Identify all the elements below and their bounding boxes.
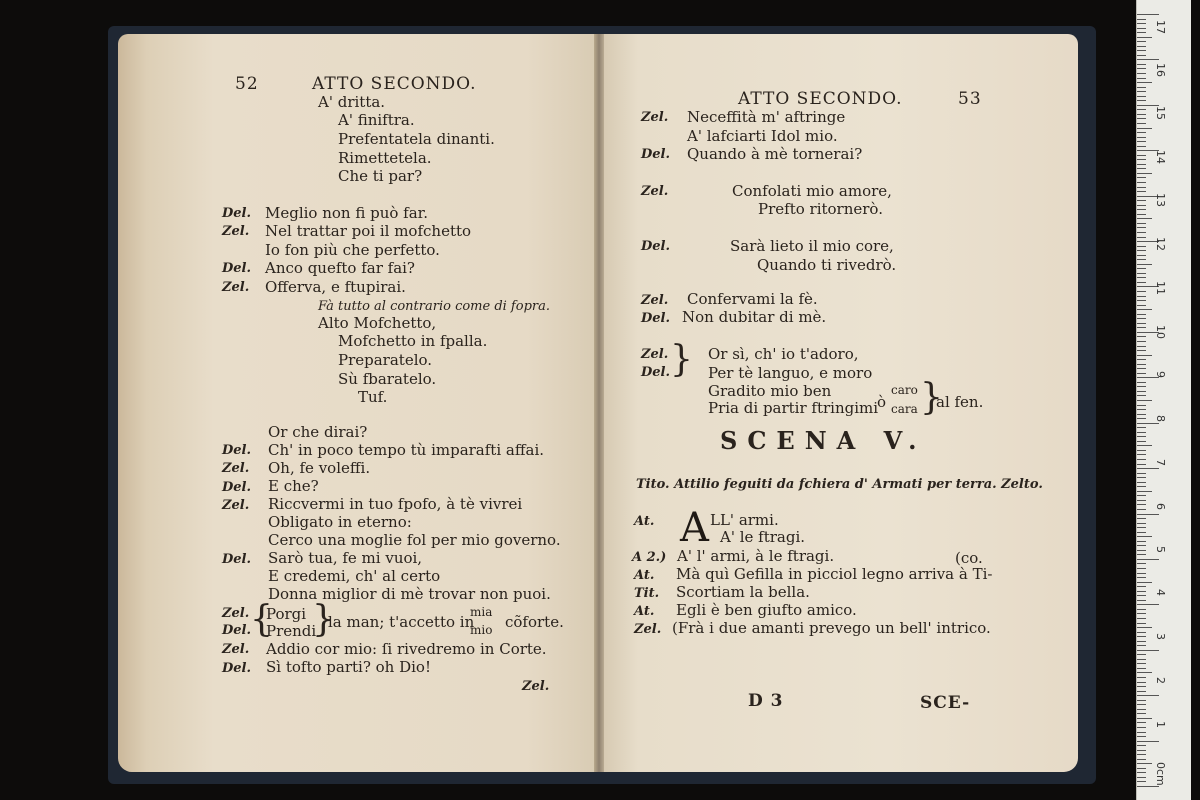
text-line: Prefto ritornerò. [758, 200, 883, 218]
speaker-label: Del. [641, 365, 671, 380]
text-line: Anco quefto far fai? [265, 259, 415, 277]
stage-direction: Tito. Attilio feguiti da fchiera d' Armati per terra. Zelto. [636, 477, 1043, 492]
text-line: cõforte. [505, 613, 564, 631]
ruler-tick [1137, 600, 1146, 601]
ruler-tick [1137, 477, 1146, 478]
brace-icon: } [312, 599, 335, 640]
ruler-tick [1137, 536, 1152, 537]
ruler-tick [1137, 100, 1146, 101]
ruler-tick [1137, 527, 1146, 528]
ruler-tick [1137, 577, 1146, 578]
ruler-tick [1137, 223, 1146, 224]
ruler-tick [1137, 159, 1146, 160]
ruler-tick [1137, 168, 1146, 169]
ruler-tick [1137, 432, 1146, 433]
text-line: Donna miglior di mè trovar non puoi. [268, 585, 551, 603]
ruler-tick [1137, 445, 1152, 446]
ruler-tick [1137, 409, 1146, 410]
signature-mark: D 3 [748, 691, 784, 711]
ruler-tick [1137, 504, 1146, 505]
ruler-tick [1137, 191, 1146, 192]
speaker-label: Zel. [222, 224, 250, 239]
speaker-label: Tit. [634, 586, 660, 601]
ruler-tick [1137, 336, 1146, 337]
ruler-tick [1137, 768, 1146, 769]
running-head-right: ATTO SECONDO. [738, 89, 903, 109]
ruler-tick [1137, 32, 1146, 33]
ruler-tick [1137, 586, 1146, 587]
ruler-tick [1137, 554, 1146, 555]
ruler-tick [1137, 772, 1146, 773]
ruler-tick [1137, 509, 1146, 510]
ruler-tick [1137, 482, 1146, 483]
ruler-tick [1137, 568, 1146, 569]
ruler-number: 17 [1154, 20, 1167, 34]
ruler-tick [1137, 296, 1146, 297]
ruler-tick [1137, 237, 1146, 238]
text-line: Gradito mio ben [708, 382, 832, 400]
text-line: Sarà lieto il mio core, [730, 237, 894, 255]
speaker-label: Zel. [641, 347, 669, 362]
ruler-tick [1137, 50, 1146, 51]
ruler-tick [1137, 682, 1146, 683]
ruler-tick [1137, 41, 1146, 42]
ruler-tick [1137, 64, 1146, 65]
ruler-tick [1137, 686, 1146, 687]
ruler-tick [1137, 246, 1146, 247]
ruler-tick [1137, 305, 1146, 306]
ruler-tick [1137, 323, 1146, 324]
ruler-tick [1137, 491, 1152, 492]
ruler-number: 8 [1154, 415, 1167, 422]
text-line: Quando ti rivedrò. [757, 256, 897, 274]
text-line: Mofchetto in fpalla. [338, 332, 488, 350]
text-line: Offerva, e ftupirai. [265, 278, 406, 296]
text-line: al fen. [936, 393, 984, 411]
text-line: Per tè languo, e moro [708, 364, 873, 382]
text-line: Nel trattar poi il mofchetto [265, 222, 472, 240]
text-line: mia [470, 605, 493, 619]
ruler-tick [1137, 541, 1146, 542]
ruler-number: 6 [1154, 503, 1167, 510]
ruler-tick [1137, 87, 1146, 88]
ruler-tick [1137, 618, 1146, 619]
speaker-label: Zel. [641, 110, 669, 125]
ruler-tick [1137, 654, 1146, 655]
text-line: A' finiftra. [338, 111, 415, 129]
ruler-number: 16 [1154, 63, 1167, 77]
ruler-tick [1137, 759, 1146, 760]
text-line: E credemi, ch' al certo [268, 567, 441, 585]
ruler-tick [1137, 668, 1146, 669]
catchword: SCE- [920, 693, 971, 713]
ruler-tick [1137, 459, 1146, 460]
ruler-tick [1137, 713, 1146, 714]
speaker-label: Del. [222, 443, 252, 458]
ruler-tick [1137, 691, 1146, 692]
ruler-tick [1137, 500, 1146, 501]
ruler-tick [1137, 364, 1146, 365]
speaker-label: Zel. [641, 184, 669, 199]
ruler-tick [1137, 78, 1146, 79]
text-line: Oh, fe voleffi. [268, 459, 371, 477]
ruler-tick [1137, 641, 1146, 642]
ruler-tick [1137, 382, 1146, 383]
text-line: A' l' armi, à le ftragi. [677, 547, 835, 565]
scene-title: SCENA V. [720, 426, 927, 455]
ruler-tick [1137, 250, 1146, 251]
ruler-tick [1137, 123, 1146, 124]
ruler-tick [1137, 391, 1146, 392]
ruler-tick [1137, 636, 1146, 637]
speaker-label: At. [634, 568, 655, 583]
ruler-tick [1137, 137, 1146, 138]
text-line: Tuf. [358, 388, 388, 406]
text-line: Io fon più che perfetto. [265, 241, 440, 259]
ruler-tick [1137, 227, 1146, 228]
text-line: Porgi [266, 605, 307, 623]
ruler-tick [1137, 386, 1146, 387]
text-line: LL' armi. [710, 511, 779, 529]
text-line: A' le ftragi. [720, 528, 806, 546]
text-line: A' dritta. [318, 93, 386, 111]
ruler-tick [1137, 259, 1146, 260]
ruler-tick [1137, 591, 1146, 592]
ruler-tick [1137, 486, 1146, 487]
speaker-label: Zel. [222, 642, 250, 657]
ruler-tick [1137, 173, 1152, 174]
ruler-tick [1137, 282, 1146, 283]
ruler-tick [1137, 318, 1146, 319]
ruler-tick [1137, 754, 1146, 755]
ruler-tick [1137, 741, 1159, 742]
text-line: Or sì, ch' io t'adoro, [708, 345, 859, 363]
ruler-tick [1137, 264, 1152, 265]
ruler-tick [1137, 82, 1152, 83]
ruler-tick [1137, 695, 1159, 696]
ruler-tick [1137, 277, 1146, 278]
text-line: Rimettetela. [338, 149, 432, 167]
text-line: Riccvermi in tuo fpofo, à tè vivrei [268, 495, 523, 513]
speaker-label: Zel. [222, 461, 250, 476]
text-line: Egli è ben giufto amico. [676, 601, 857, 619]
brace-icon: } [920, 377, 943, 418]
ruler-tick [1137, 609, 1146, 610]
ruler-tick [1137, 613, 1146, 614]
ruler-tick [1137, 650, 1159, 651]
running-head-left: ATTO SECONDO. [312, 74, 477, 94]
speaker-label: At. [634, 604, 655, 619]
text-line: Meglio non fi può far. [265, 204, 428, 222]
ruler-number: 11 [1154, 281, 1167, 295]
ruler-tick [1137, 300, 1146, 301]
ruler-tick [1137, 700, 1146, 701]
ruler-tick [1137, 559, 1159, 560]
ruler-tick [1137, 368, 1146, 369]
ruler-tick [1137, 273, 1146, 274]
text-line: Sì tofto parti? oh Dio! [266, 658, 431, 676]
ruler-tick [1137, 545, 1146, 546]
book-gutter [594, 34, 604, 772]
ruler-tick [1137, 627, 1152, 628]
text-line: Scortiam la bella. [676, 583, 810, 601]
ruler-tick [1137, 146, 1146, 147]
text-line: la man; t'accetto in [328, 613, 475, 631]
ruler-tick [1137, 427, 1146, 428]
ruler-tick [1137, 341, 1146, 342]
ruler-tick [1137, 232, 1146, 233]
ruler-tick [1137, 200, 1146, 201]
speaker-label: Zel. [222, 606, 250, 621]
ruler-tick [1137, 291, 1146, 292]
ruler-tick [1137, 777, 1146, 778]
ruler-number: 4 [1154, 589, 1167, 596]
text-line: Mà quì Gefilla in picciol legno arriva à Ti- [676, 565, 993, 583]
ruler-tick [1137, 786, 1159, 787]
ruler-tick [1137, 709, 1146, 710]
ruler-number: 10 [1154, 325, 1167, 339]
speaker-label: Del. [641, 239, 671, 254]
ruler-tick [1137, 355, 1152, 356]
ruler-number: 13 [1154, 193, 1167, 207]
ruler-number: 14 [1154, 150, 1167, 164]
ruler-tick [1137, 750, 1146, 751]
ruler-tick [1137, 182, 1146, 183]
speaker-label: Zel. [222, 280, 250, 295]
ruler-tick [1137, 268, 1146, 269]
speaker-label: Del. [641, 311, 671, 326]
ruler-tick [1137, 672, 1152, 673]
ruler-tick [1137, 46, 1146, 47]
ruler-tick [1137, 582, 1152, 583]
catchword: Zel. [522, 679, 550, 694]
ruler-tick [1137, 454, 1146, 455]
ruler-tick [1137, 109, 1146, 110]
brace-icon: { [250, 599, 273, 640]
ruler-number: 5 [1154, 546, 1167, 553]
speaker-label: Zel. [222, 498, 250, 513]
ruler-tick [1137, 128, 1152, 129]
page-number-left: 52 [235, 74, 259, 94]
ruler-tick [1137, 114, 1146, 115]
text-line: E che? [268, 477, 319, 495]
ruler-tick [1137, 563, 1146, 564]
ruler-tick [1137, 118, 1146, 119]
ruler-tick [1137, 96, 1146, 97]
ruler-tick [1137, 400, 1152, 401]
ruler-tick [1137, 532, 1146, 533]
ruler-tick [1137, 645, 1146, 646]
ruler-number: 1 [1154, 721, 1167, 728]
ruler-tick [1137, 514, 1159, 515]
text-line: Obligato in eterno: [268, 513, 412, 531]
speaker-label: Del. [222, 552, 252, 567]
speaker-label: Del. [222, 261, 252, 276]
ruler-tick [1137, 359, 1146, 360]
speaker-label: Del. [222, 206, 252, 221]
ruler-tick [1137, 23, 1146, 24]
ruler-tick [1137, 37, 1152, 38]
text-line: Prefentatela dinanti. [338, 130, 495, 148]
ruler-tick [1137, 346, 1146, 347]
ruler-tick [1137, 91, 1146, 92]
ruler-tick [1137, 732, 1146, 733]
ruler-tick [1137, 718, 1152, 719]
ruler-tick [1137, 727, 1146, 728]
speaker-label: A 2.) [632, 550, 667, 565]
ruler-tick [1137, 523, 1146, 524]
ruler-tick [1137, 55, 1146, 56]
text-line: Sarò tua, fe mi vuoi, [268, 549, 423, 567]
ruler-tick [1137, 405, 1146, 406]
ruler-tick [1137, 205, 1146, 206]
ruler-tick [1137, 663, 1146, 664]
ruler-tick [1137, 595, 1146, 596]
ruler-number: 0cm [1154, 762, 1167, 786]
text-line: Che ti par? [338, 167, 423, 185]
brace-icon: } [670, 339, 693, 380]
text-line: Quando à mè tornerai? [687, 145, 863, 163]
ruler-tick [1137, 573, 1146, 574]
ruler-tick [1137, 736, 1146, 737]
ruler-tick [1137, 722, 1146, 723]
ruler-tick [1137, 141, 1146, 142]
text-line: Preparatelo. [338, 351, 433, 369]
ruler-tick [1137, 373, 1146, 374]
ruler-tick [1137, 59, 1159, 60]
ruler-tick [1137, 659, 1146, 660]
ruler-tick [1137, 14, 1159, 15]
ruler-tick [1137, 704, 1146, 705]
ruler-tick [1137, 309, 1152, 310]
speaker-label: At. [634, 514, 655, 529]
ruler-tick [1137, 414, 1146, 415]
text-line: ò [877, 393, 887, 411]
text-line: cara [891, 402, 918, 416]
ruler-number: 9 [1154, 371, 1167, 378]
text-line: Confervami la fè. [687, 290, 818, 308]
ruler-tick [1137, 155, 1146, 156]
ruler-number: 12 [1154, 237, 1167, 251]
page-number-right: 53 [958, 89, 982, 109]
ruler-tick [1137, 473, 1146, 474]
ruler-tick [1137, 314, 1146, 315]
text-line: Pria di partir ftringimi [708, 399, 879, 417]
speaker-label: Del. [641, 147, 671, 162]
ruler-tick [1137, 218, 1152, 219]
text-line: A' lafciarti Idol mio. [687, 127, 838, 145]
ruler-tick [1137, 177, 1146, 178]
text-line: caro [891, 383, 918, 397]
ruler-tick [1137, 132, 1146, 133]
ruler-number: 3 [1154, 633, 1167, 640]
ruler-tick [1137, 763, 1152, 764]
ruler-tick [1137, 441, 1146, 442]
ruler-tick [1137, 632, 1146, 633]
ruler-tick [1137, 395, 1146, 396]
ruler-tick [1137, 436, 1146, 437]
ruler-tick [1137, 209, 1146, 210]
text-line: Ch' in poco tempo tù imparafti affai. [268, 441, 545, 459]
stage-direction: Fà tutto al contrario come di fopra. [318, 299, 550, 314]
ruler-tick [1137, 450, 1146, 451]
text-line: Alto Mofchetto, [318, 314, 437, 332]
ruler-number: 7 [1154, 459, 1167, 466]
text-line: Cerco una moglie fol per mio governo. [268, 531, 561, 549]
ruler-number: 2 [1154, 677, 1167, 684]
ruler-tick [1137, 255, 1146, 256]
ruler-tick [1137, 68, 1146, 69]
speaker-label: Del. [222, 623, 252, 638]
ruler-tick [1137, 464, 1146, 465]
ruler-tick [1137, 164, 1146, 165]
text-line: Addio cor mio: ſi rivedremo in Corte. [266, 640, 547, 658]
speaker-label: Zel. [641, 293, 669, 308]
ruler-tick [1137, 468, 1159, 469]
speaker-label: Zel. [634, 622, 662, 637]
ruler-tick [1137, 187, 1146, 188]
text-line: mio [470, 623, 493, 637]
ruler-tick [1137, 677, 1146, 678]
measuring-ruler [1136, 0, 1191, 800]
speaker-label: Del. [222, 661, 252, 676]
ruler-tick [1137, 73, 1146, 74]
ruler-tick [1137, 518, 1146, 519]
ruler-tick [1137, 28, 1146, 29]
ruler-tick [1137, 418, 1146, 419]
ruler-tick [1137, 745, 1146, 746]
ruler-tick [1137, 350, 1146, 351]
text-line: Prendi [266, 622, 317, 640]
text-line: Or che dirai? [268, 423, 368, 441]
ruler-tick [1137, 19, 1146, 20]
drop-capital: A [680, 505, 709, 551]
ruler-tick [1137, 781, 1146, 782]
ruler-tick [1137, 327, 1146, 328]
text-line: (co. [955, 549, 983, 567]
speaker-label: Del. [222, 480, 252, 495]
text-line: Sù fbaratelo. [338, 370, 437, 388]
text-line: Neceffità m' aftringe [687, 108, 846, 126]
text-line: Confolati mio amore, [732, 182, 892, 200]
text-line: Non dubitar di mè. [682, 308, 827, 326]
ruler-tick [1137, 495, 1146, 496]
ruler-tick [1137, 214, 1146, 215]
ruler-tick [1137, 623, 1146, 624]
ruler-tick [1137, 423, 1159, 424]
text-line: (Frà i due amanti prevego un bell' intrico. [672, 619, 991, 637]
ruler-tick [1137, 550, 1146, 551]
ruler-number: 15 [1154, 106, 1167, 120]
ruler-tick [1137, 604, 1159, 605]
